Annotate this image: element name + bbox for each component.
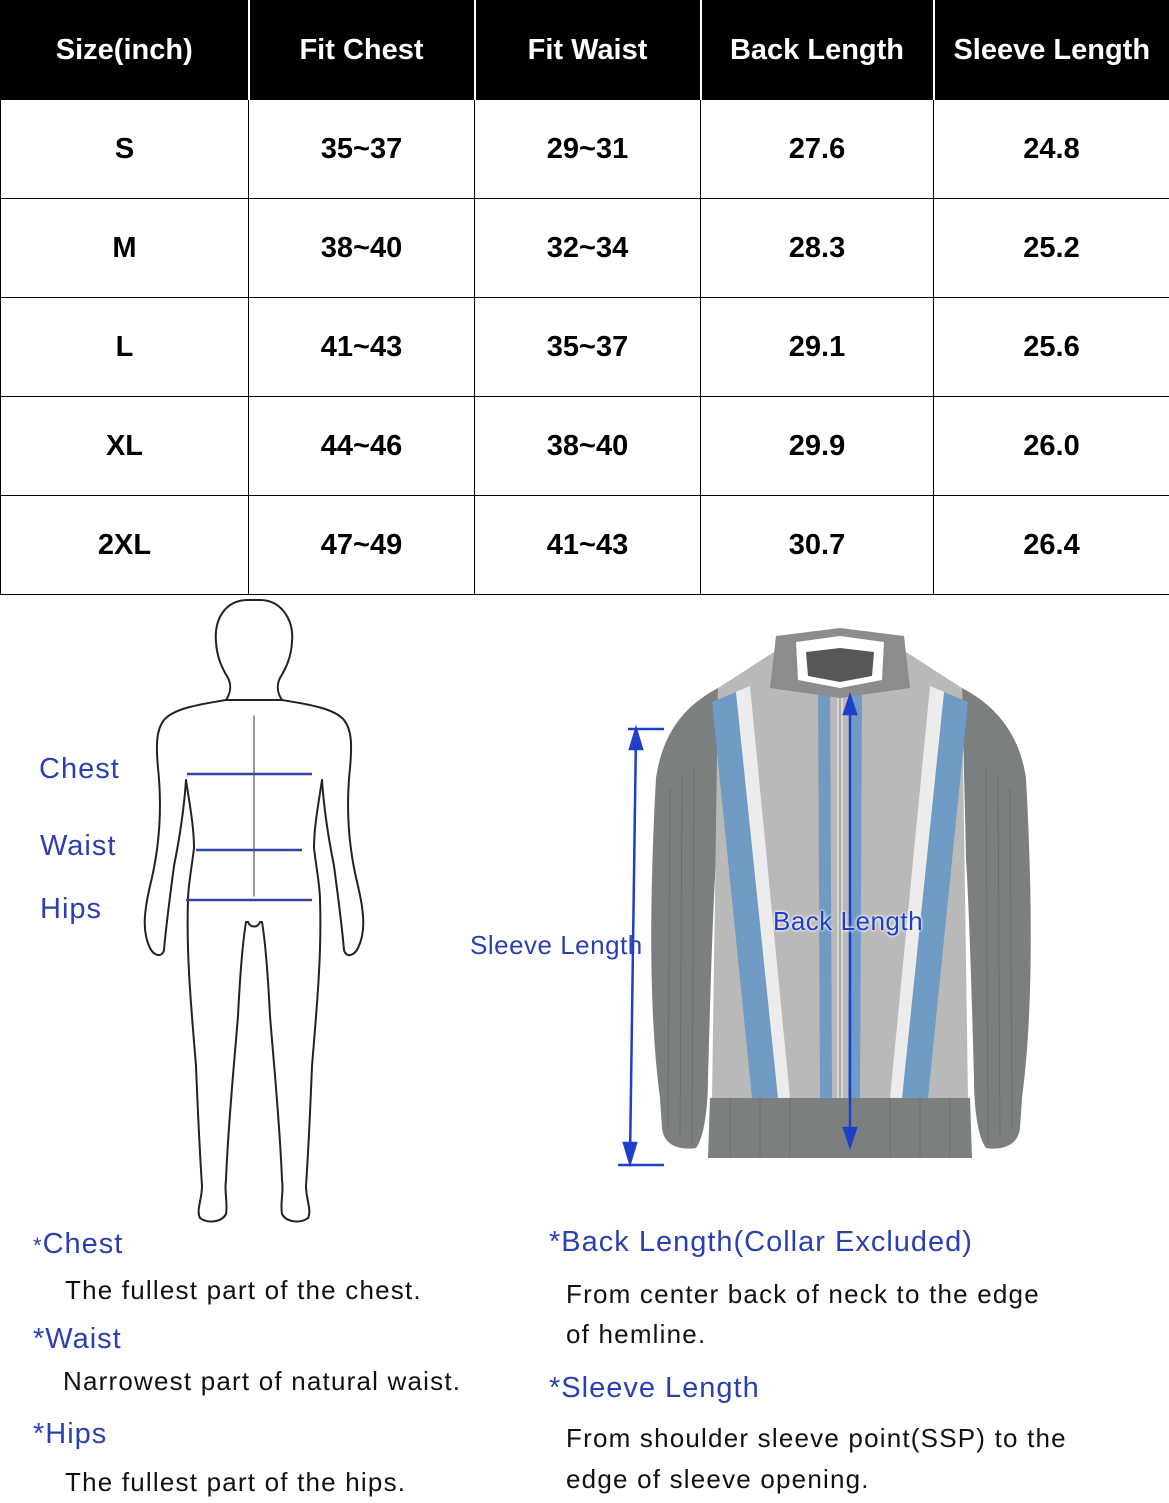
cell-fit-chest: 44~46 <box>249 397 475 496</box>
cell-fit-chest: 47~49 <box>249 496 475 595</box>
cell-fit-waist: 38~40 <box>475 397 701 496</box>
sleeve-length-note-line1: From shoulder sleeve point(SSP) to the <box>566 1418 1067 1459</box>
header-back-length: Back Length <box>701 1 934 100</box>
table-row <box>1 298 1169 397</box>
cell-fit-waist: 35~37 <box>475 298 701 397</box>
cell-back-length: 29.9 <box>701 397 934 496</box>
cell-back-length: 27.6 <box>701 100 934 199</box>
cell-size: 2XL <box>1 496 249 595</box>
waist-note-text: Narrowest part of natural waist. <box>63 1361 461 1402</box>
waist-label: Waist <box>40 830 116 863</box>
back-length-note-title: *Back Length(Collar Excluded) <box>549 1226 973 1259</box>
cell-size: L <box>1 298 249 397</box>
cell-back-length: 30.7 <box>701 496 934 595</box>
sleeve-length-note-line2: edge of sleeve opening. <box>566 1459 870 1500</box>
cell-fit-chest: 38~40 <box>249 199 475 298</box>
header-fit-chest: Fit Chest <box>249 1 475 100</box>
cell-fit-waist: 41~43 <box>475 496 701 595</box>
cell-fit-chest: 41~43 <box>249 298 475 397</box>
chest-label: Chest <box>39 753 120 786</box>
jacket-product-image <box>600 628 1080 1173</box>
hips-label: Hips <box>40 893 102 926</box>
cell-sleeve-length: 25.2 <box>934 199 1169 298</box>
table-row <box>1 199 1169 298</box>
back-length-note-line2: of hemline. <box>566 1314 706 1355</box>
back-length-label: Back Length <box>773 906 923 937</box>
chest-note-title <box>33 1228 123 1261</box>
cell-sleeve-length: 26.4 <box>934 496 1169 595</box>
zip-cardigan-icon <box>600 628 1080 1173</box>
chest-note-title-text: Chest <box>43 1228 124 1260</box>
cell-back-length: 29.1 <box>701 298 934 397</box>
cell-fit-chest: 35~37 <box>249 100 475 199</box>
table-header-row <box>1 1 1169 100</box>
header-size: Size(inch) <box>1 1 249 100</box>
body-outline-figure <box>130 596 390 1230</box>
table-row <box>1 496 1169 595</box>
hips-note-text: The fullest part of the hips. <box>65 1462 406 1503</box>
header-fit-waist: Fit Waist <box>475 1 701 100</box>
cell-sleeve-length: 26.0 <box>934 397 1169 496</box>
cell-fit-waist: 32~34 <box>475 199 701 298</box>
cell-back-length: 28.3 <box>701 199 934 298</box>
body-outline-icon <box>130 596 390 1230</box>
sleeve-length-label: Sleeve Length <box>470 930 643 961</box>
size-chart-table <box>0 0 1169 595</box>
header-sleeve-length: Sleeve Length <box>934 1 1169 100</box>
cell-fit-waist: 29~31 <box>475 100 701 199</box>
table-row <box>1 397 1169 496</box>
cell-size: XL <box>1 397 249 496</box>
cell-size: S <box>1 100 249 199</box>
hips-note-title: *Hips <box>33 1418 107 1451</box>
back-length-note-line1: From center back of neck to the edge <box>566 1274 1040 1315</box>
sleeve-length-note-title: *Sleeve Length <box>549 1372 760 1405</box>
cell-size: M <box>1 199 249 298</box>
table-row <box>1 100 1169 199</box>
cell-sleeve-length: 25.6 <box>934 298 1169 397</box>
chest-note-text: The fullest part of the chest. <box>65 1270 422 1311</box>
chest-note-star: * <box>33 1233 43 1258</box>
cell-sleeve-length: 24.8 <box>934 100 1169 199</box>
waist-note-title: *Waist <box>33 1323 122 1356</box>
